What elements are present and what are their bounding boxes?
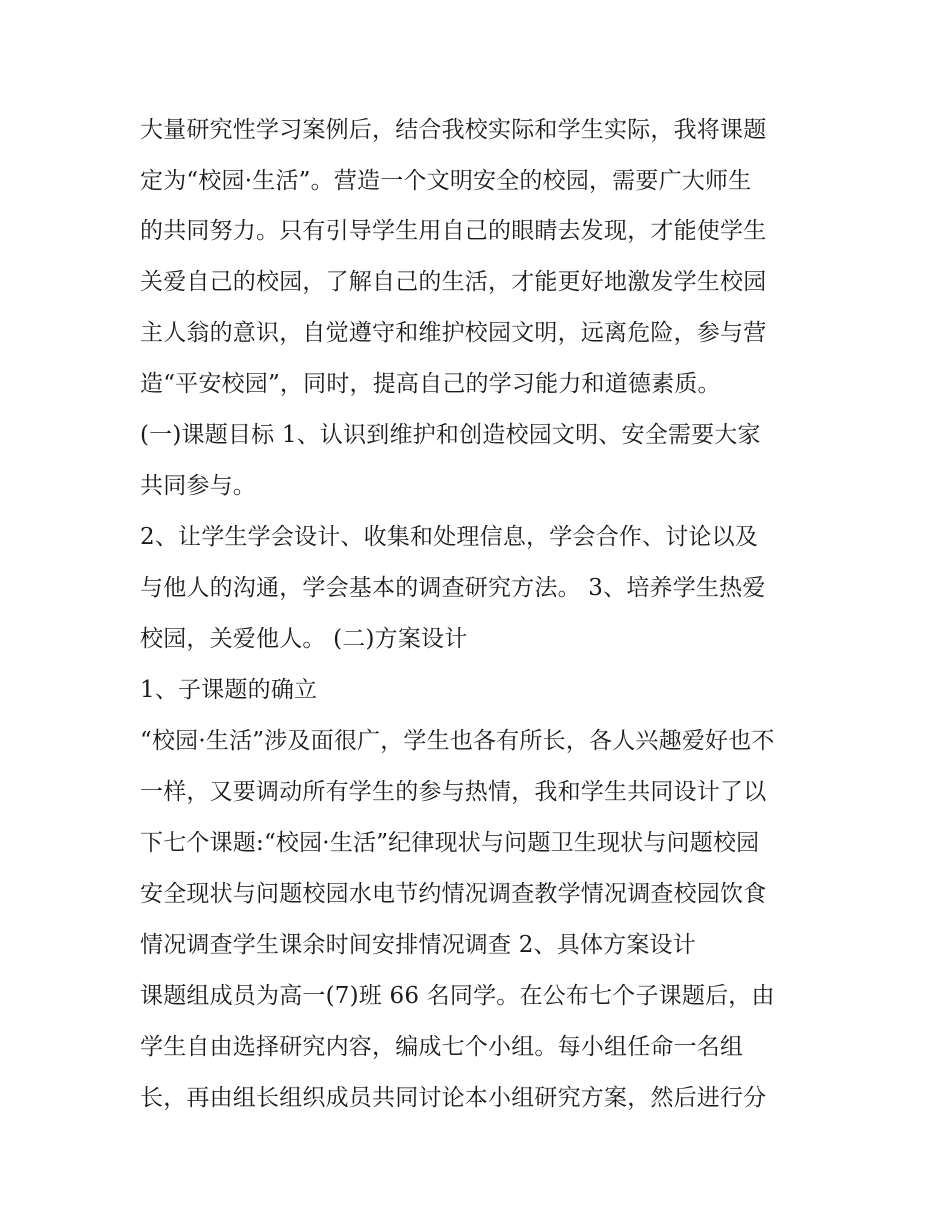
text-line: 主人翁的意识，自觉遵守和维护校园文明，远离危险，参与营 (140, 320, 767, 346)
text-line: 长，再由组长组织成员共同讨论本小组研究方案，然后进行分 (140, 1085, 767, 1111)
text-line: 一样，又要调动所有学生的参与热情，我和学生共同设计了以 (140, 779, 767, 805)
text-line: 安全现状与问题校园水电节约情况调查教学情况调查校园饮食 (140, 881, 767, 907)
text-line: 的共同努力。只有引导学生用自己的眼睛去发现，才能使学生 (140, 218, 767, 244)
text-line: 大量研究性学习案例后，结合我校实际和学生实际，我将课题 (140, 117, 767, 143)
text-line: 定为“校园·生活”。营造一个文明安全的校园，需要广大师生 (140, 168, 752, 194)
text-line: “校园·生活”涉及面很广，学生也各有所长，各人兴趣爱好也不 (140, 728, 775, 754)
text-line: 课题组成员为高一(7)班 66 名同学。在公布七个子课题后，由 (140, 983, 775, 1009)
text-line: 2、让学生学会设计、收集和处理信息，学会合作、讨论以及 (140, 524, 759, 550)
section-heading-objectives: (一)课题目标 1、认识到维护和创造校园文明、安全需要大家 (140, 422, 761, 448)
text-line: 造“平安校园”，同时，提高自己的学习能力和道德素质。 (140, 371, 721, 397)
text-line: 共同参与。 (140, 473, 256, 499)
subheading-subtopic: 1、子课题的确立 (140, 677, 318, 703)
text-line: 学生自由选择研究内容，编成七个小组。每小组任命一名组 (140, 1034, 744, 1060)
text-line: 与他人的沟通，学会基本的调查研究方法。 3、培养学生热爱 (140, 575, 766, 601)
text-line: 关爱自己的校园，了解自己的生活，才能更好地激发学生校园 (140, 269, 767, 295)
text-line: 校园，关爱他人。 (二)方案设计 (140, 626, 468, 652)
text-line: 下七个课题:“校园·生活”纪律现状与问题卫生现状与问题校园 (140, 830, 760, 856)
text-line: 情况调查学生课余时间安排情况调查 2、具体方案设计 (140, 932, 696, 958)
